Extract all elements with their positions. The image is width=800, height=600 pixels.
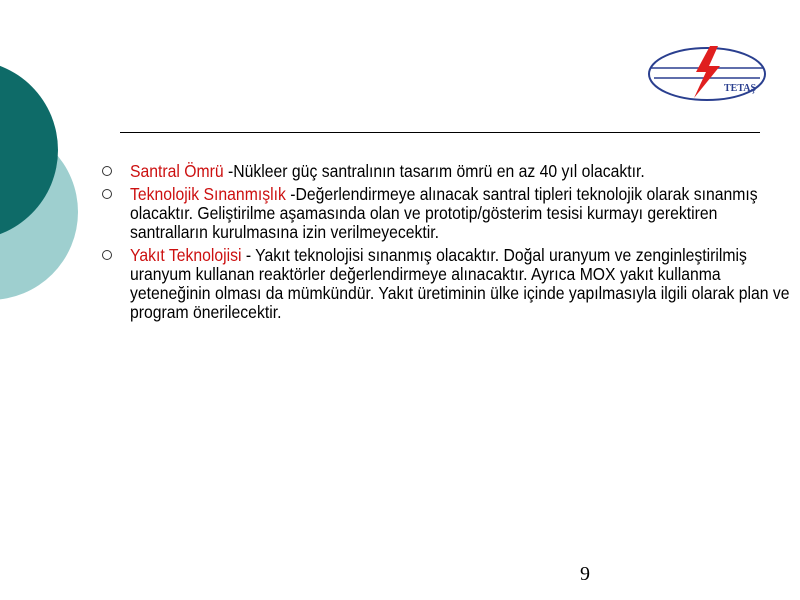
bullet-body: -Değerlendirmeye alınacak santral tipleri teknolojik olarak sınanmış olacaktır. Geliştirilme aşamasında olan ve prototip/gösterim tesisi kurmayı gerektiren santralların kurulmasına izin verilmeyecektir.: [130, 184, 758, 242]
bullet-term: Santral Ömrü: [130, 161, 224, 181]
logo-text: TETAŞ: [724, 83, 757, 94]
bullet-circle-icon: [102, 166, 112, 176]
bullet-body: -Nükleer güç santralının tasarım ömrü en az 40 yıl olacaktır.: [223, 161, 645, 181]
bullet-item: [100, 185, 760, 242]
bullet-item: [100, 245, 790, 322]
bullet-circle-icon: [102, 189, 112, 199]
bullet-text: [130, 246, 792, 322]
bullet-item: [100, 162, 760, 181]
lightning-bolt-icon: [694, 46, 720, 98]
bullet-text: [130, 162, 792, 181]
tetas-logo: [644, 42, 770, 104]
bullet-term: Yakıt Teknolojisi: [130, 245, 242, 265]
title-divider: [120, 132, 760, 133]
bullet-text: [130, 185, 792, 242]
page-number: 9: [580, 563, 590, 585]
bullet-list: [100, 161, 790, 326]
bullet-body: - Yakıt teknolojisi sınanmış olacaktır. Doğal uranyum ve zenginleştirilmiş uranyum kullanan reaktörler değerlendirmeye alınacaktır. Ayrıca MOX yakıt kullanma yeteneğinin olması da mümkündür. Yakıt üretiminin ülke içinde yapılmasıyla ilgili olarak plan ve program önerilecektir.: [130, 245, 790, 322]
bullet-circle-icon: [102, 250, 112, 260]
bullet-term: Teknolojik Sınanmışlık: [130, 184, 286, 204]
